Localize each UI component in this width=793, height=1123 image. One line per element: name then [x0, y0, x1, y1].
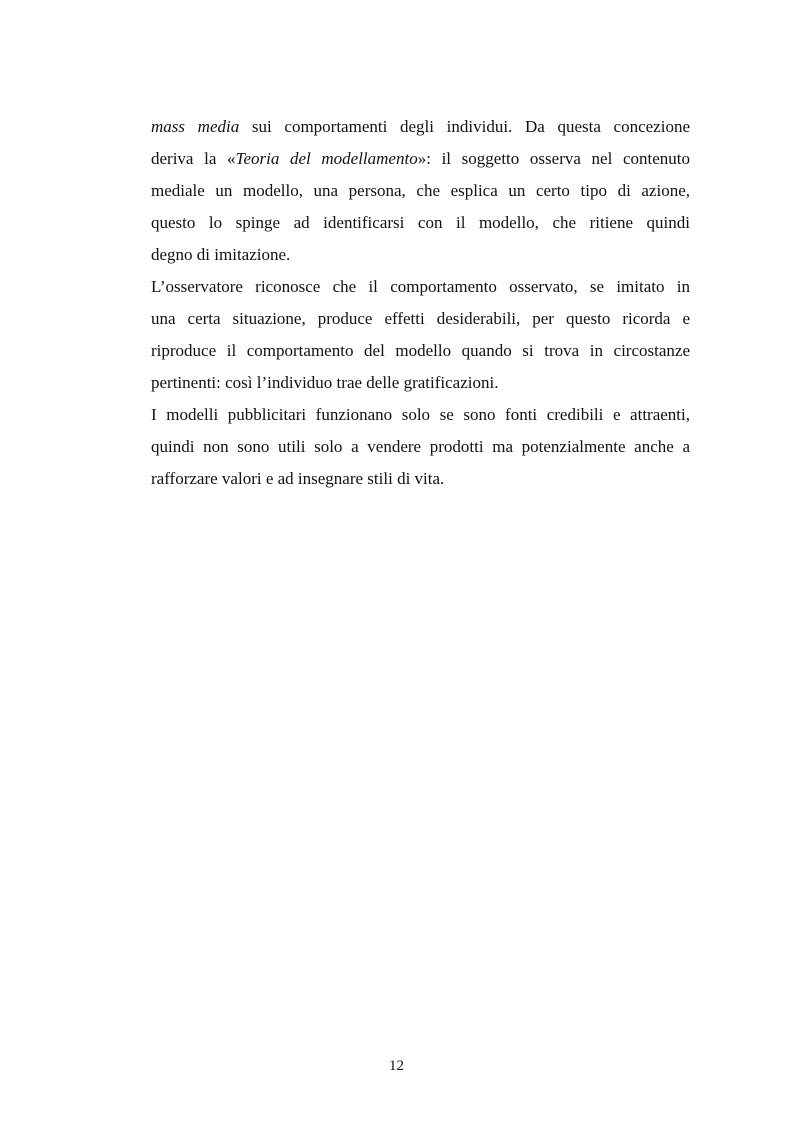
text-segment: rafforzare valori e ad insegnare stili di vita.: [151, 469, 445, 488]
text-line: [151, 335, 690, 367]
text-line: [151, 239, 690, 271]
text-line: [151, 431, 690, 463]
text-segment: deriva la «: [151, 149, 236, 168]
page-number: 12: [389, 1058, 404, 1074]
text-line: [151, 303, 690, 335]
text-segment: mediale un modello, una persona, che esplica un certo tipo di azione,: [151, 181, 690, 200]
text-segment: degno di imitazione.: [151, 245, 291, 264]
text-segment: riproduce il comportamento del modello quando si trova in circostanze: [151, 341, 690, 360]
text-line: [151, 143, 690, 175]
text-line: [151, 399, 690, 431]
text-segment: I modelli pubblicitari funzionano solo se sono fonti credibili e attraenti,: [151, 405, 690, 424]
text-segment: questo lo spinge ad identificarsi con il modello, che ritiene quindi: [151, 213, 690, 232]
text-line: [151, 111, 690, 143]
text-line: [151, 175, 690, 207]
italic-term: Teoria del modellamento: [235, 149, 418, 168]
text-line: [151, 367, 690, 399]
italic-term: mass media: [151, 117, 240, 136]
paragraph-3: [151, 399, 690, 495]
text-line: [151, 207, 690, 239]
text-line: [151, 271, 690, 303]
text-line: [151, 463, 690, 495]
text-segment: una certa situazione, produce effetti desiderabili, per questo ricorda e: [151, 309, 690, 328]
text-segment: pertinenti: così l’individuo trae delle gratificazioni.: [151, 373, 499, 392]
text-segment: quindi non sono utili solo a vendere prodotti ma potenzialmente anche a: [151, 437, 690, 456]
paragraph-2: [151, 271, 690, 399]
text-segment: sui comportamenti degli individui. Da questa concezione: [239, 117, 690, 136]
text-segment: »: il soggetto osserva nel contenuto: [417, 149, 690, 168]
body-text: [151, 111, 690, 495]
text-segment: L’osservatore riconosce che il comportamento osservato, se imitato in: [151, 277, 690, 296]
paragraph-1: [151, 111, 690, 271]
